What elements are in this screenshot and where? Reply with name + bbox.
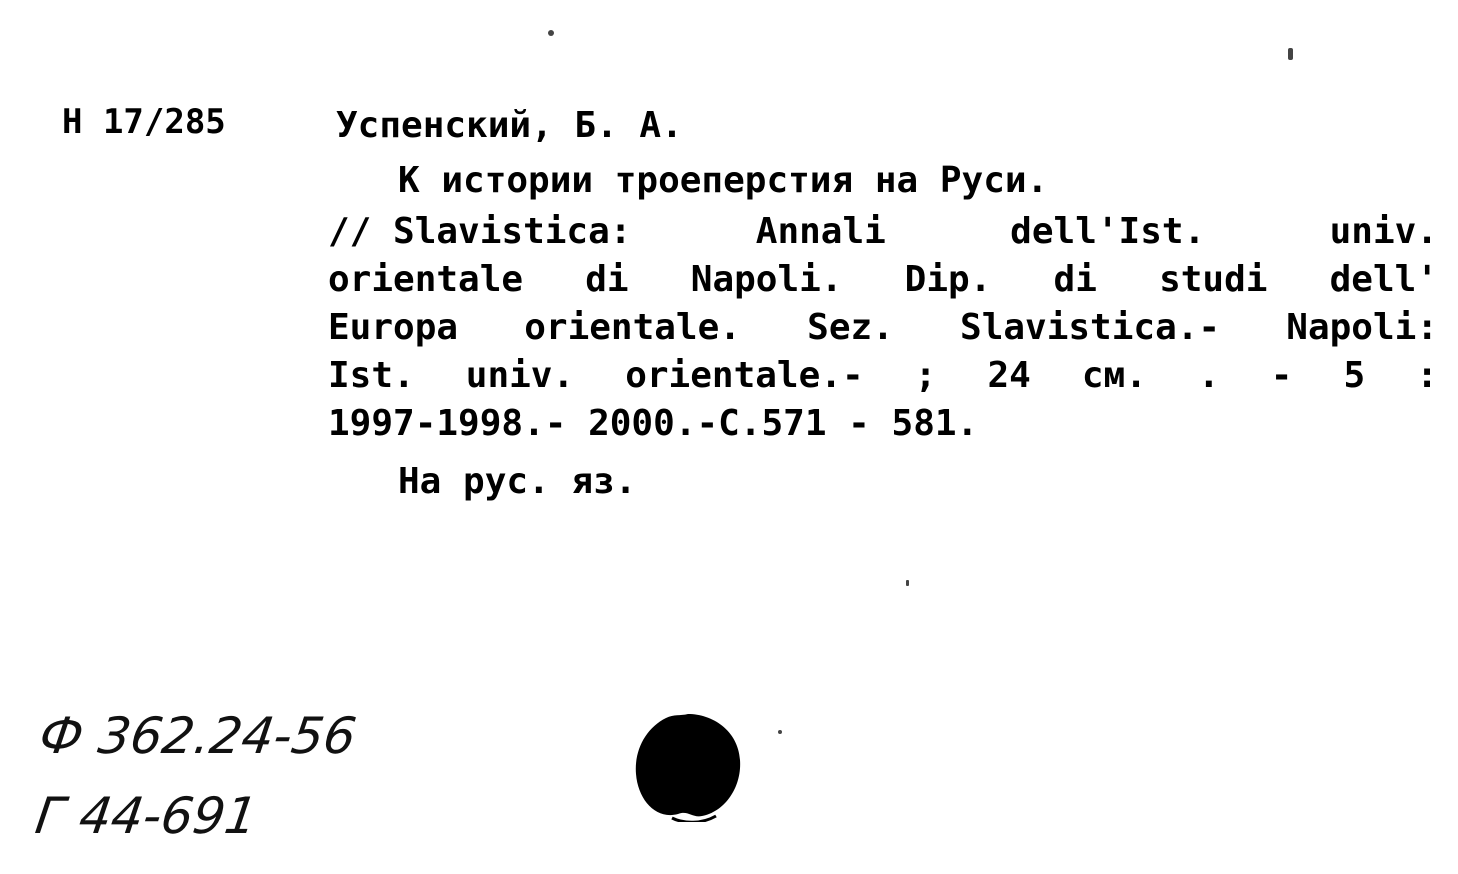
paper-speck bbox=[778, 730, 782, 734]
description-word: . bbox=[1197, 355, 1220, 396]
description-line-4 bbox=[328, 352, 1438, 400]
description-word: Napoli. bbox=[690, 259, 843, 300]
description-word: Napoli: bbox=[1286, 307, 1438, 348]
description-line-3 bbox=[328, 304, 1438, 352]
description-word: dell' bbox=[1329, 259, 1438, 300]
description-word: Ist. bbox=[328, 355, 415, 396]
handwritten-shelf-code: Ф 362.24-56 bbox=[35, 707, 360, 765]
description-word: orientale bbox=[328, 259, 524, 300]
description-line-1 bbox=[328, 208, 1438, 256]
description-word: 5 bbox=[1343, 355, 1366, 396]
description-word: см. bbox=[1081, 355, 1147, 396]
author-heading: Успенский, Б. А. bbox=[336, 105, 683, 146]
paper-speck bbox=[1288, 48, 1293, 60]
call-number: H 17/285 bbox=[62, 102, 226, 142]
description-word: 24 bbox=[987, 355, 1031, 396]
description-word: univ. bbox=[1329, 211, 1438, 252]
bibliographic-description bbox=[328, 208, 1438, 448]
description-word: ; bbox=[914, 355, 937, 396]
paper-speck bbox=[548, 30, 554, 36]
description-word: Slavistica.- bbox=[960, 307, 1221, 348]
description-word: di bbox=[585, 259, 629, 300]
description-word: studi bbox=[1159, 259, 1268, 300]
description-word: di bbox=[1053, 259, 1097, 300]
description-word: Europa bbox=[328, 307, 459, 348]
description-line-2 bbox=[328, 256, 1438, 304]
paper-speck bbox=[906, 580, 909, 586]
work-title: К истории троеперстия на Руси. bbox=[398, 160, 1049, 201]
description-word: orientale. bbox=[524, 307, 741, 348]
description-word: Sez. bbox=[807, 307, 894, 348]
handwritten-inventory-code: Г 44-691 bbox=[31, 787, 261, 845]
description-word: Dip. bbox=[904, 259, 992, 300]
description-word: : bbox=[1416, 355, 1438, 396]
description-line-5 bbox=[328, 400, 1438, 448]
description-word: // Slavistica: bbox=[328, 211, 632, 252]
description-word: orientale.- bbox=[625, 355, 864, 396]
description-word: Annali bbox=[755, 211, 886, 252]
punch-hole-icon bbox=[632, 710, 744, 822]
description-word: 1997-1998.- 2000.-C.571 - 581. bbox=[328, 403, 979, 444]
description-word: - bbox=[1270, 355, 1293, 396]
language-note: На рус. яз. bbox=[398, 461, 637, 502]
description-word: dell'Ist. bbox=[1010, 211, 1206, 252]
description-word: univ. bbox=[465, 355, 575, 396]
